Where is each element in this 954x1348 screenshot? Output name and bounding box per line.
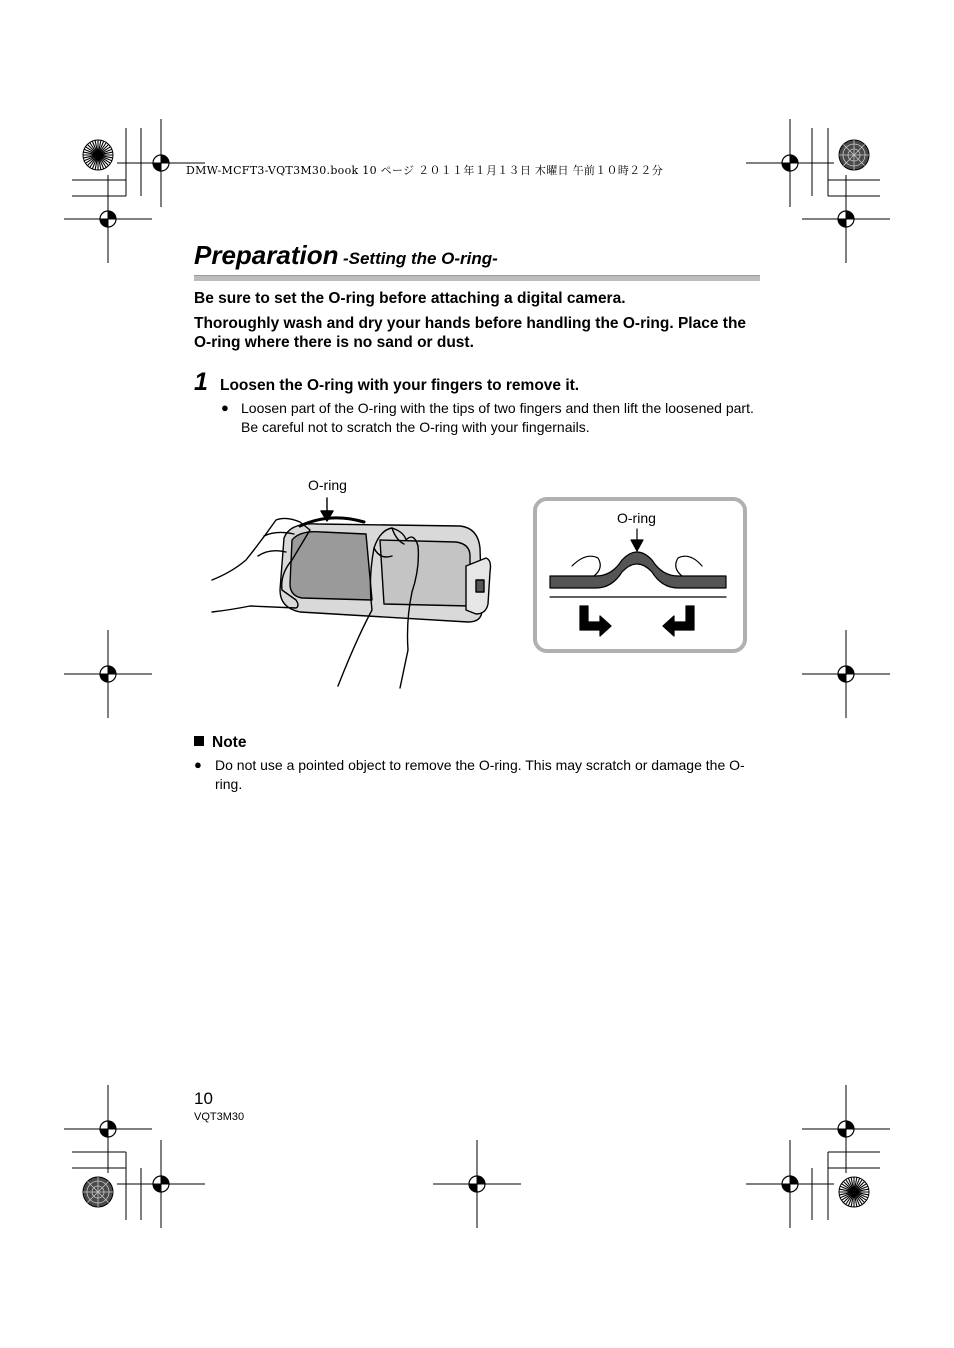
- title-rule: [194, 275, 760, 281]
- note-square-icon: [194, 736, 204, 746]
- intro-line-2: Thoroughly wash and dry your hands before handling the O-ring. Place the O-ring where there is no sand or dust.: [194, 315, 747, 351]
- figure-left-label: O-ring: [308, 477, 347, 493]
- step-number: 1: [194, 368, 208, 396]
- page-number: 10: [194, 1089, 213, 1108]
- note-bullet-text: Do not use a pointed object to remove the O-ring. This may scratch or damage the O-ring.: [215, 757, 745, 792]
- title-main: Preparation: [194, 240, 339, 270]
- intro-line-1: Be sure to set the O-ring before attaching a digital camera.: [194, 290, 626, 307]
- step-title: Loosen the O-ring with your fingers to remove it.: [220, 377, 580, 394]
- bullet-icon: ●: [194, 757, 202, 772]
- print-header: DMW-MCFT3-VQT3M30.book 10 ページ ２０１１年１月１３日 木曜日 午前１０時２２分: [186, 164, 664, 177]
- figure-right-label: O-ring: [617, 510, 656, 526]
- title-sub: -Setting the O-ring-: [342, 249, 498, 268]
- note-heading-text: Note: [212, 734, 247, 751]
- doc-code: VQT3M30: [194, 1111, 245, 1123]
- note-heading: [194, 734, 246, 752]
- page-title: [194, 240, 498, 271]
- step-bullet-text: Loosen part of the O-ring with the tips of two fingers and then lift the loosened part. Be careful not to scratch the O-ring with your fingernails.: [241, 400, 754, 435]
- bullet-icon: ●: [221, 400, 229, 415]
